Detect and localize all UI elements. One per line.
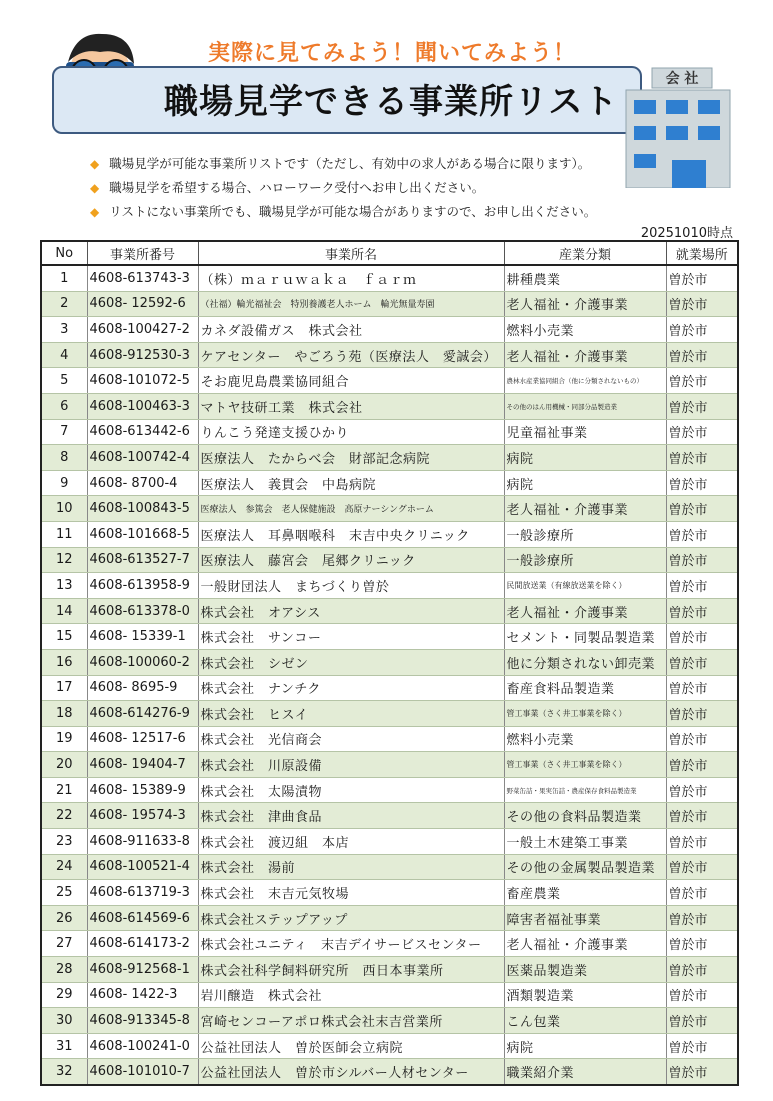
row-code: 4608-614173-2: [87, 931, 198, 957]
table-row: [41, 957, 738, 983]
note-item: ◆ 職場見学を希望する場合、ハローワーク受付へお申し出ください。: [90, 180, 485, 195]
row-code: 4608-101072-5: [87, 368, 198, 394]
row-no: 23: [41, 829, 87, 855]
row-industry: 一般診療所: [504, 547, 666, 573]
title-banner: [52, 66, 642, 134]
table-row: [41, 317, 738, 343]
row-industry: 他に分類されない卸売業: [504, 649, 666, 675]
row-code: 4608-100427-2: [87, 317, 198, 343]
table-row: [41, 777, 738, 803]
row-industry: 野菜缶詰・果実缶詰・農産保存食料品製造業: [504, 777, 666, 803]
table-row: [41, 982, 738, 1008]
row-code: 4608-613442-6: [87, 419, 198, 445]
row-code: 4608-614569-6: [87, 905, 198, 931]
row-no: 25: [41, 880, 87, 906]
col-header-location: 就業場所: [666, 241, 738, 265]
note-item: ◆ 職場見学が可能な事業所リストです（ただし、有効中の求人がある場合に限ります）。: [90, 156, 591, 171]
table-row: [41, 521, 738, 547]
table-row: [41, 547, 738, 573]
table-row: [41, 905, 738, 931]
diamond-bullet-icon: ◆: [90, 205, 100, 219]
row-location: 曽於市: [666, 1033, 738, 1059]
row-industry: 老人福祉・介護事業: [504, 598, 666, 624]
row-industry: 職業紹介業: [504, 1059, 666, 1085]
row-code: 4608- 15339-1: [87, 624, 198, 650]
table-row: [41, 649, 738, 675]
table-row: [41, 675, 738, 701]
row-code: 4608-613719-3: [87, 880, 198, 906]
row-industry: 児童福祉事業: [504, 419, 666, 445]
row-code: 4608-100060-2: [87, 649, 198, 675]
table-row: [41, 931, 738, 957]
table-row: [41, 445, 738, 471]
row-industry: 病院: [504, 445, 666, 471]
row-no: 1: [41, 265, 87, 291]
row-location: 曽於市: [666, 265, 738, 291]
row-code: 4608- 12592-6: [87, 291, 198, 317]
row-code: 4608-614276-9: [87, 701, 198, 727]
row-code: 4608-100521-4: [87, 854, 198, 880]
row-no: 29: [41, 982, 87, 1008]
row-no: 32: [41, 1059, 87, 1085]
row-location: 曽於市: [666, 880, 738, 906]
row-name: 株式会社 湯前: [198, 854, 504, 880]
business-table: [40, 240, 739, 1086]
row-location: 曽於市: [666, 777, 738, 803]
row-industry: 一般診療所: [504, 521, 666, 547]
row-code: 4608-100241-0: [87, 1033, 198, 1059]
notes: [90, 152, 650, 224]
row-location: 曽於市: [666, 419, 738, 445]
row-location: 曽於市: [666, 803, 738, 829]
row-industry: 燃料小売業: [504, 726, 666, 752]
row-name: 株式会社 末吉元気牧場: [198, 880, 504, 906]
row-location: 曽於市: [666, 1059, 738, 1085]
row-industry: 民間放送業（有線放送業を除く）: [504, 573, 666, 599]
row-location: 曽於市: [666, 342, 738, 368]
row-no: 31: [41, 1033, 87, 1059]
row-name: 医療法人 たからべ会 財部記念病院: [198, 445, 504, 471]
row-location: 曽於市: [666, 445, 738, 471]
row-location: 曽於市: [666, 547, 738, 573]
row-name: 株式会社ユニティ 末吉デイサービスセンター: [198, 931, 504, 957]
row-no: 11: [41, 521, 87, 547]
row-location: 曽於市: [666, 982, 738, 1008]
table-row: [41, 265, 738, 291]
row-name: 公益社団法人 曽於医師会立病院: [198, 1033, 504, 1059]
row-code: 4608- 8695-9: [87, 675, 198, 701]
row-code: 4608-101010-7: [87, 1059, 198, 1085]
row-location: 曽於市: [666, 854, 738, 880]
table-row: [41, 803, 738, 829]
row-no: 17: [41, 675, 87, 701]
row-name: 株式会社 ナンチク: [198, 675, 504, 701]
row-no: 7: [41, 419, 87, 445]
row-name: りんこう発達支援ひかり: [198, 419, 504, 445]
row-industry: 管工事業（さく井工事業を除く）: [504, 701, 666, 727]
row-no: 16: [41, 649, 87, 675]
row-industry: 障害者福祉事業: [504, 905, 666, 931]
row-code: 4608-911633-8: [87, 829, 198, 855]
row-name: 株式会社 サンコー: [198, 624, 504, 650]
row-location: 曽於市: [666, 573, 738, 599]
table-row: [41, 419, 738, 445]
row-no: 13: [41, 573, 87, 599]
row-no: 2: [41, 291, 87, 317]
row-location: 曽於市: [666, 496, 738, 522]
row-no: 8: [41, 445, 87, 471]
page-subtitle: 実際に見てみよう！聞いてみよう！: [207, 41, 576, 66]
row-industry: セメント・同製品製造業: [504, 624, 666, 650]
row-name: マトヤ技研工業 株式会社: [198, 393, 504, 419]
row-location: 曽於市: [666, 675, 738, 701]
table-row: [41, 752, 738, 778]
row-name: 医療法人 耳鼻咽喉科 末吉中央クリニック: [198, 521, 504, 547]
row-industry: 酒類製造業: [504, 982, 666, 1008]
row-no: 24: [41, 854, 87, 880]
row-name: 宮崎センコーアポロ株式会社末吉営業所: [198, 1008, 504, 1034]
row-no: 12: [41, 547, 87, 573]
row-industry: 畜産食料品製造業: [504, 675, 666, 701]
row-name: 株式会社 太陽漬物: [198, 777, 504, 803]
row-code: 4608- 19574-3: [87, 803, 198, 829]
row-code: 4608- 8700-4: [87, 470, 198, 496]
row-code: 4608-100463-3: [87, 393, 198, 419]
row-name: ケアセンター やごろう苑（医療法人 愛誠会）: [198, 342, 504, 368]
row-no: 27: [41, 931, 87, 957]
diamond-bullet-icon: ◆: [90, 157, 100, 171]
row-code: 4608-613378-0: [87, 598, 198, 624]
row-no: 21: [41, 777, 87, 803]
table-row: [41, 726, 738, 752]
row-name: 医療法人 藤宮会 尾郷クリニック: [198, 547, 504, 573]
row-code: 4608-613958-9: [87, 573, 198, 599]
row-location: 曽於市: [666, 368, 738, 394]
row-code: 4608- 19404-7: [87, 752, 198, 778]
row-industry: 一般土木建築工事業: [504, 829, 666, 855]
table-row: [41, 342, 738, 368]
row-code: 4608- 15389-9: [87, 777, 198, 803]
row-location: 曽於市: [666, 957, 738, 983]
row-code: 4608-101668-5: [87, 521, 198, 547]
table-row: [41, 291, 738, 317]
row-no: 18: [41, 701, 87, 727]
diamond-bullet-icon: ◆: [90, 181, 100, 195]
row-location: 曽於市: [666, 291, 738, 317]
row-industry: 病院: [504, 1033, 666, 1059]
row-name: 医療法人 参篤会 老人保健施設 高原ナーシングホーム: [198, 496, 504, 522]
row-location: 曽於市: [666, 701, 738, 727]
as-of-date: 20251010時点: [640, 226, 733, 241]
row-location: 曽於市: [666, 393, 738, 419]
row-code: 4608-100843-5: [87, 496, 198, 522]
row-industry: 燃料小売業: [504, 317, 666, 343]
row-industry: こん包業: [504, 1008, 666, 1034]
table-row: [41, 573, 738, 599]
building-sign: 会 社: [665, 71, 699, 87]
row-name: 岩川醸造 株式会社: [198, 982, 504, 1008]
row-name: そお鹿児島農業協同組合: [198, 368, 504, 394]
row-location: 曽於市: [666, 598, 738, 624]
table-row: [41, 496, 738, 522]
col-header-industry: 産業分類: [504, 241, 666, 265]
row-no: 6: [41, 393, 87, 419]
table-row: [41, 624, 738, 650]
row-name: 株式会社 オアシス: [198, 598, 504, 624]
row-no: 19: [41, 726, 87, 752]
table-row: [41, 1008, 738, 1034]
row-name: カネダ設備ガス 株式会社: [198, 317, 504, 343]
col-header-code: 事業所番号: [87, 241, 198, 265]
row-no: 4: [41, 342, 87, 368]
row-location: 曽於市: [666, 829, 738, 855]
row-name: 株式会社 津曲食品: [198, 803, 504, 829]
note-item: ◆ リストにない事業所でも、職場見学が可能な場合がありますので、お申し出ください。: [90, 204, 597, 219]
row-name: 公益社団法人 曽於市シルバー人材センター: [198, 1059, 504, 1085]
row-industry: 医薬品製造業: [504, 957, 666, 983]
row-no: 20: [41, 752, 87, 778]
row-name: 一般財団法人 まちづくり曽於: [198, 573, 504, 599]
row-location: 曽於市: [666, 470, 738, 496]
row-location: 曽於市: [666, 317, 738, 343]
row-no: 5: [41, 368, 87, 394]
row-no: 15: [41, 624, 87, 650]
table-header-row: [41, 241, 738, 265]
row-industry: 管工事業（さく井工事業を除く）: [504, 752, 666, 778]
table-row: [41, 598, 738, 624]
row-name: （株）ｍａｒｕｗａｋａ ｆａｒｍ: [198, 265, 504, 291]
table-row: [41, 701, 738, 727]
row-code: 4608- 12517-6: [87, 726, 198, 752]
row-no: 28: [41, 957, 87, 983]
row-code: 4608-912530-3: [87, 342, 198, 368]
row-name: 株式会社 渡辺組 本店: [198, 829, 504, 855]
row-name: 株式会社 川原設備: [198, 752, 504, 778]
row-code: 4608-613743-3: [87, 265, 198, 291]
table-row: [41, 854, 738, 880]
row-code: 4608-913345-8: [87, 1008, 198, 1034]
row-location: 曽於市: [666, 1008, 738, 1034]
row-industry: 老人福祉・介護事業: [504, 291, 666, 317]
row-no: 22: [41, 803, 87, 829]
table-row: [41, 1033, 738, 1059]
row-no: 26: [41, 905, 87, 931]
row-name: 株式会社 ヒスイ: [198, 701, 504, 727]
row-no: 14: [41, 598, 87, 624]
row-location: 曽於市: [666, 905, 738, 931]
row-industry: その他のはん用機械・同部分品製造業: [504, 393, 666, 419]
col-header-name: 事業所名: [198, 241, 504, 265]
row-industry: 老人福祉・介護事業: [504, 496, 666, 522]
row-location: 曽於市: [666, 752, 738, 778]
row-location: 曽於市: [666, 931, 738, 957]
row-industry: 老人福祉・介護事業: [504, 931, 666, 957]
row-no: 9: [41, 470, 87, 496]
row-name: 株式会社科学飼料研究所 西日本事業所: [198, 957, 504, 983]
row-industry: その他の食料品製造業: [504, 803, 666, 829]
row-industry: 農林水産業協同組合（他に分類されないもの）: [504, 368, 666, 394]
row-industry: その他の金属製品製造業: [504, 854, 666, 880]
row-industry: 畜産農業: [504, 880, 666, 906]
page-title: 職場見学できる事業所リスト: [164, 82, 619, 122]
row-code: 4608-613527-7: [87, 547, 198, 573]
row-name: （社福）輪光福祉会 特別養護老人ホーム 輪光無量寿園: [198, 291, 504, 317]
row-industry: 病院: [504, 470, 666, 496]
row-no: 10: [41, 496, 87, 522]
row-industry: 耕種農業: [504, 265, 666, 291]
row-code: 4608-100742-4: [87, 445, 198, 471]
table-row: [41, 880, 738, 906]
row-location: 曽於市: [666, 521, 738, 547]
row-no: 3: [41, 317, 87, 343]
row-location: 曽於市: [666, 649, 738, 675]
row-name: 株式会社ステップアップ: [198, 905, 504, 931]
table-row: [41, 829, 738, 855]
row-name: 医療法人 義貫会 中島病院: [198, 470, 504, 496]
row-no: 30: [41, 1008, 87, 1034]
row-name: 株式会社 光信商会: [198, 726, 504, 752]
row-code: 4608- 1422-3: [87, 982, 198, 1008]
col-header-no: No: [41, 241, 87, 265]
table-row: [41, 1059, 738, 1085]
row-industry: 老人福祉・介護事業: [504, 342, 666, 368]
row-location: 曽於市: [666, 726, 738, 752]
row-name: 株式会社 シゼン: [198, 649, 504, 675]
table-row: [41, 368, 738, 394]
table-row: [41, 470, 738, 496]
table-row: [41, 393, 738, 419]
row-code: 4608-912568-1: [87, 957, 198, 983]
row-location: 曽於市: [666, 624, 738, 650]
